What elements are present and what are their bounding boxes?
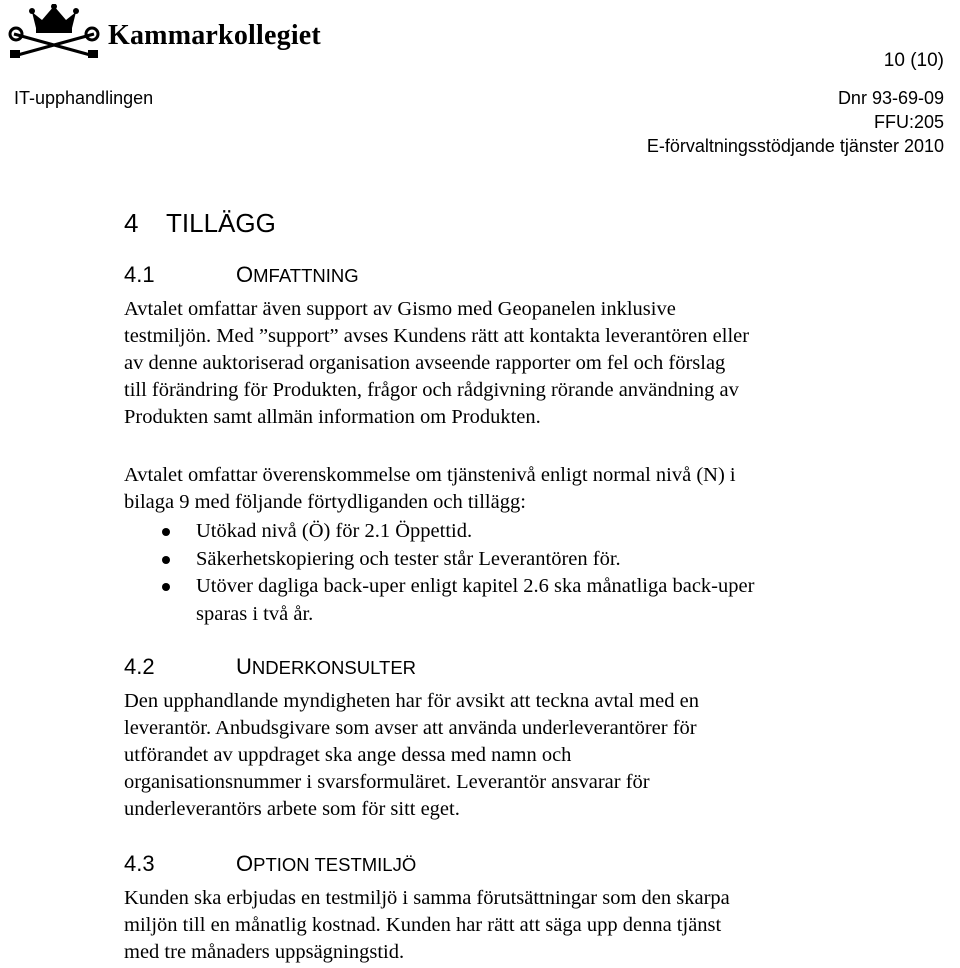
header-ffu: FFU:205 <box>873 112 944 132</box>
header-project: E-förvaltningsstödjande tjänster 2010 <box>646 136 944 156</box>
bullet-icon <box>162 528 170 536</box>
list-item: Säkerhetskopiering och tester står Leverantören för. <box>124 546 864 574</box>
paragraph-support: Avtalet omfattar även support av Gismo med Geopanelen inklusive testmiljön. Med ”support” avses Kundens rätt att kontakta leverantören eller av denne auktoriserad organisation avseende rapporter om fel och förslag till förändring för Produkten, frågor och rådgivning rörande användning av Produkten samt allmän information om Produkten. <box>124 298 750 428</box>
section-number: 4 <box>124 208 139 238</box>
subsection-number: 4.2 <box>124 654 155 679</box>
paragraph-service-level: Avtalet omfattar överenskommelse om tjänstenivå enligt normal nivå (N) i bilaga 9 med följande förtydliganden och tillägg: <box>124 464 736 513</box>
paragraph-subcontractors: Den upphandlande myndigheten har för avsikt att teckna avtal med en leverantör. Anbudsgivare som avser att använda underleverantörer för utförandet av uppdraget ska ange dessa med namn och organisationsnummer i svarsformuläret. Leverantör ansvarar för underleverantörs arbete som för sitt eget. <box>124 690 699 820</box>
subsection-heading-4-2: 4.2 UNDERKONSULTER <box>124 654 417 679</box>
header-dnr: Dnr 93-69-09 <box>837 88 944 108</box>
subsection-heading-4-3: 4.3 OPTION TESTMILJÖ <box>124 851 417 876</box>
section-title: TILLÄGG <box>166 208 276 238</box>
bullet-icon <box>162 556 170 564</box>
section-heading <box>124 208 276 239</box>
list-item: Utöver dagliga back-uper enligt kapitel 2.6 ska månatliga back-uper sparas i två år. <box>124 573 864 628</box>
paragraph-test-environment: Kunden ska erbjudas en testmiljö i samma förutsättningar som den skarpa miljön till en månatlig kostnad. Kunden har rätt att säga upp denna tjänst med tre månaders uppsägningstid. <box>124 887 730 963</box>
subsection-number: 4.1 <box>124 262 155 287</box>
bullet-icon <box>162 583 170 591</box>
logo-text: Kammarkollegiet <box>108 20 321 51</box>
kammarkollegiet-logo <box>6 4 336 60</box>
list-item: Utökad nivå (Ö) för 2.1 Öppettid. <box>124 518 864 546</box>
bullet-list <box>124 518 864 628</box>
header-left-title: IT-upphandlingen <box>14 88 154 108</box>
page-number: 10 (10) <box>883 50 944 71</box>
subsection-heading-4-1: 4.1 OMFATTNING <box>124 262 359 287</box>
crown-keys-icon <box>6 4 102 60</box>
subsection-number: 4.3 <box>124 851 155 876</box>
